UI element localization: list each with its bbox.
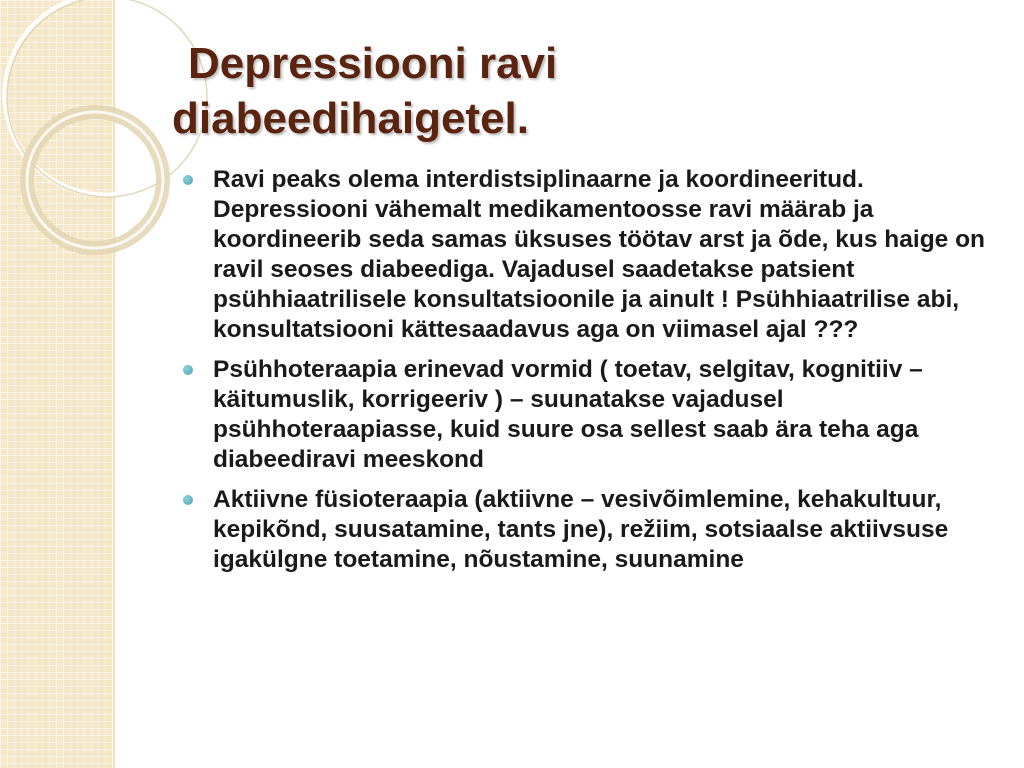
bullet-text: Psühhoteraapia erinevad vormid ( toetav, selgitav, kognitiiv – käitumuslik, korrigeeriv ) – suunatakse vajadusel psühhoteraapiasse, kuid suure osa sellest saab ära teha aga diabeediravi meeskond	[213, 356, 923, 473]
slide-title-line-1: Depressiooni ravi	[188, 39, 558, 88]
bullet-dot-icon	[183, 365, 193, 375]
bullet-item	[180, 355, 995, 475]
bullet-item	[180, 165, 995, 345]
decorative-ring-small-highlight	[27, 112, 163, 248]
slide-title	[172, 36, 992, 146]
bullet-item	[180, 485, 995, 575]
bullet-text: Aktiivne füsioteraapia (aktiivne – vesivõimlemine, kehakultuur, kepikõnd, suusatamine, tants jne), režiim, sotsiaalse aktiivsuse igakülgne toetamine, nõustamine, suunamine	[213, 486, 949, 573]
bullet-list	[180, 165, 995, 585]
bullet-dot-icon	[183, 495, 193, 505]
bullet-dot-icon	[183, 175, 193, 185]
slide-title-line-2: diabeedihaigetel.	[172, 94, 529, 143]
bullet-text: Ravi peaks olema interdistsiplinaarne ja koordineeritud. Depressiooni vähemalt medikamentoosse ravi määrab ja koordineerib seda samas üksuses töötav arst ja õde, kus haige on ravil seoses diabeediga. Vajadusel saadetakse patsient psühhiaatrilisele konsultatsioonile ja ainult ! Psühhiaatrilise abi, konsultatsiooni kättesaadavus aga on viimasel ajal ???	[213, 166, 986, 343]
